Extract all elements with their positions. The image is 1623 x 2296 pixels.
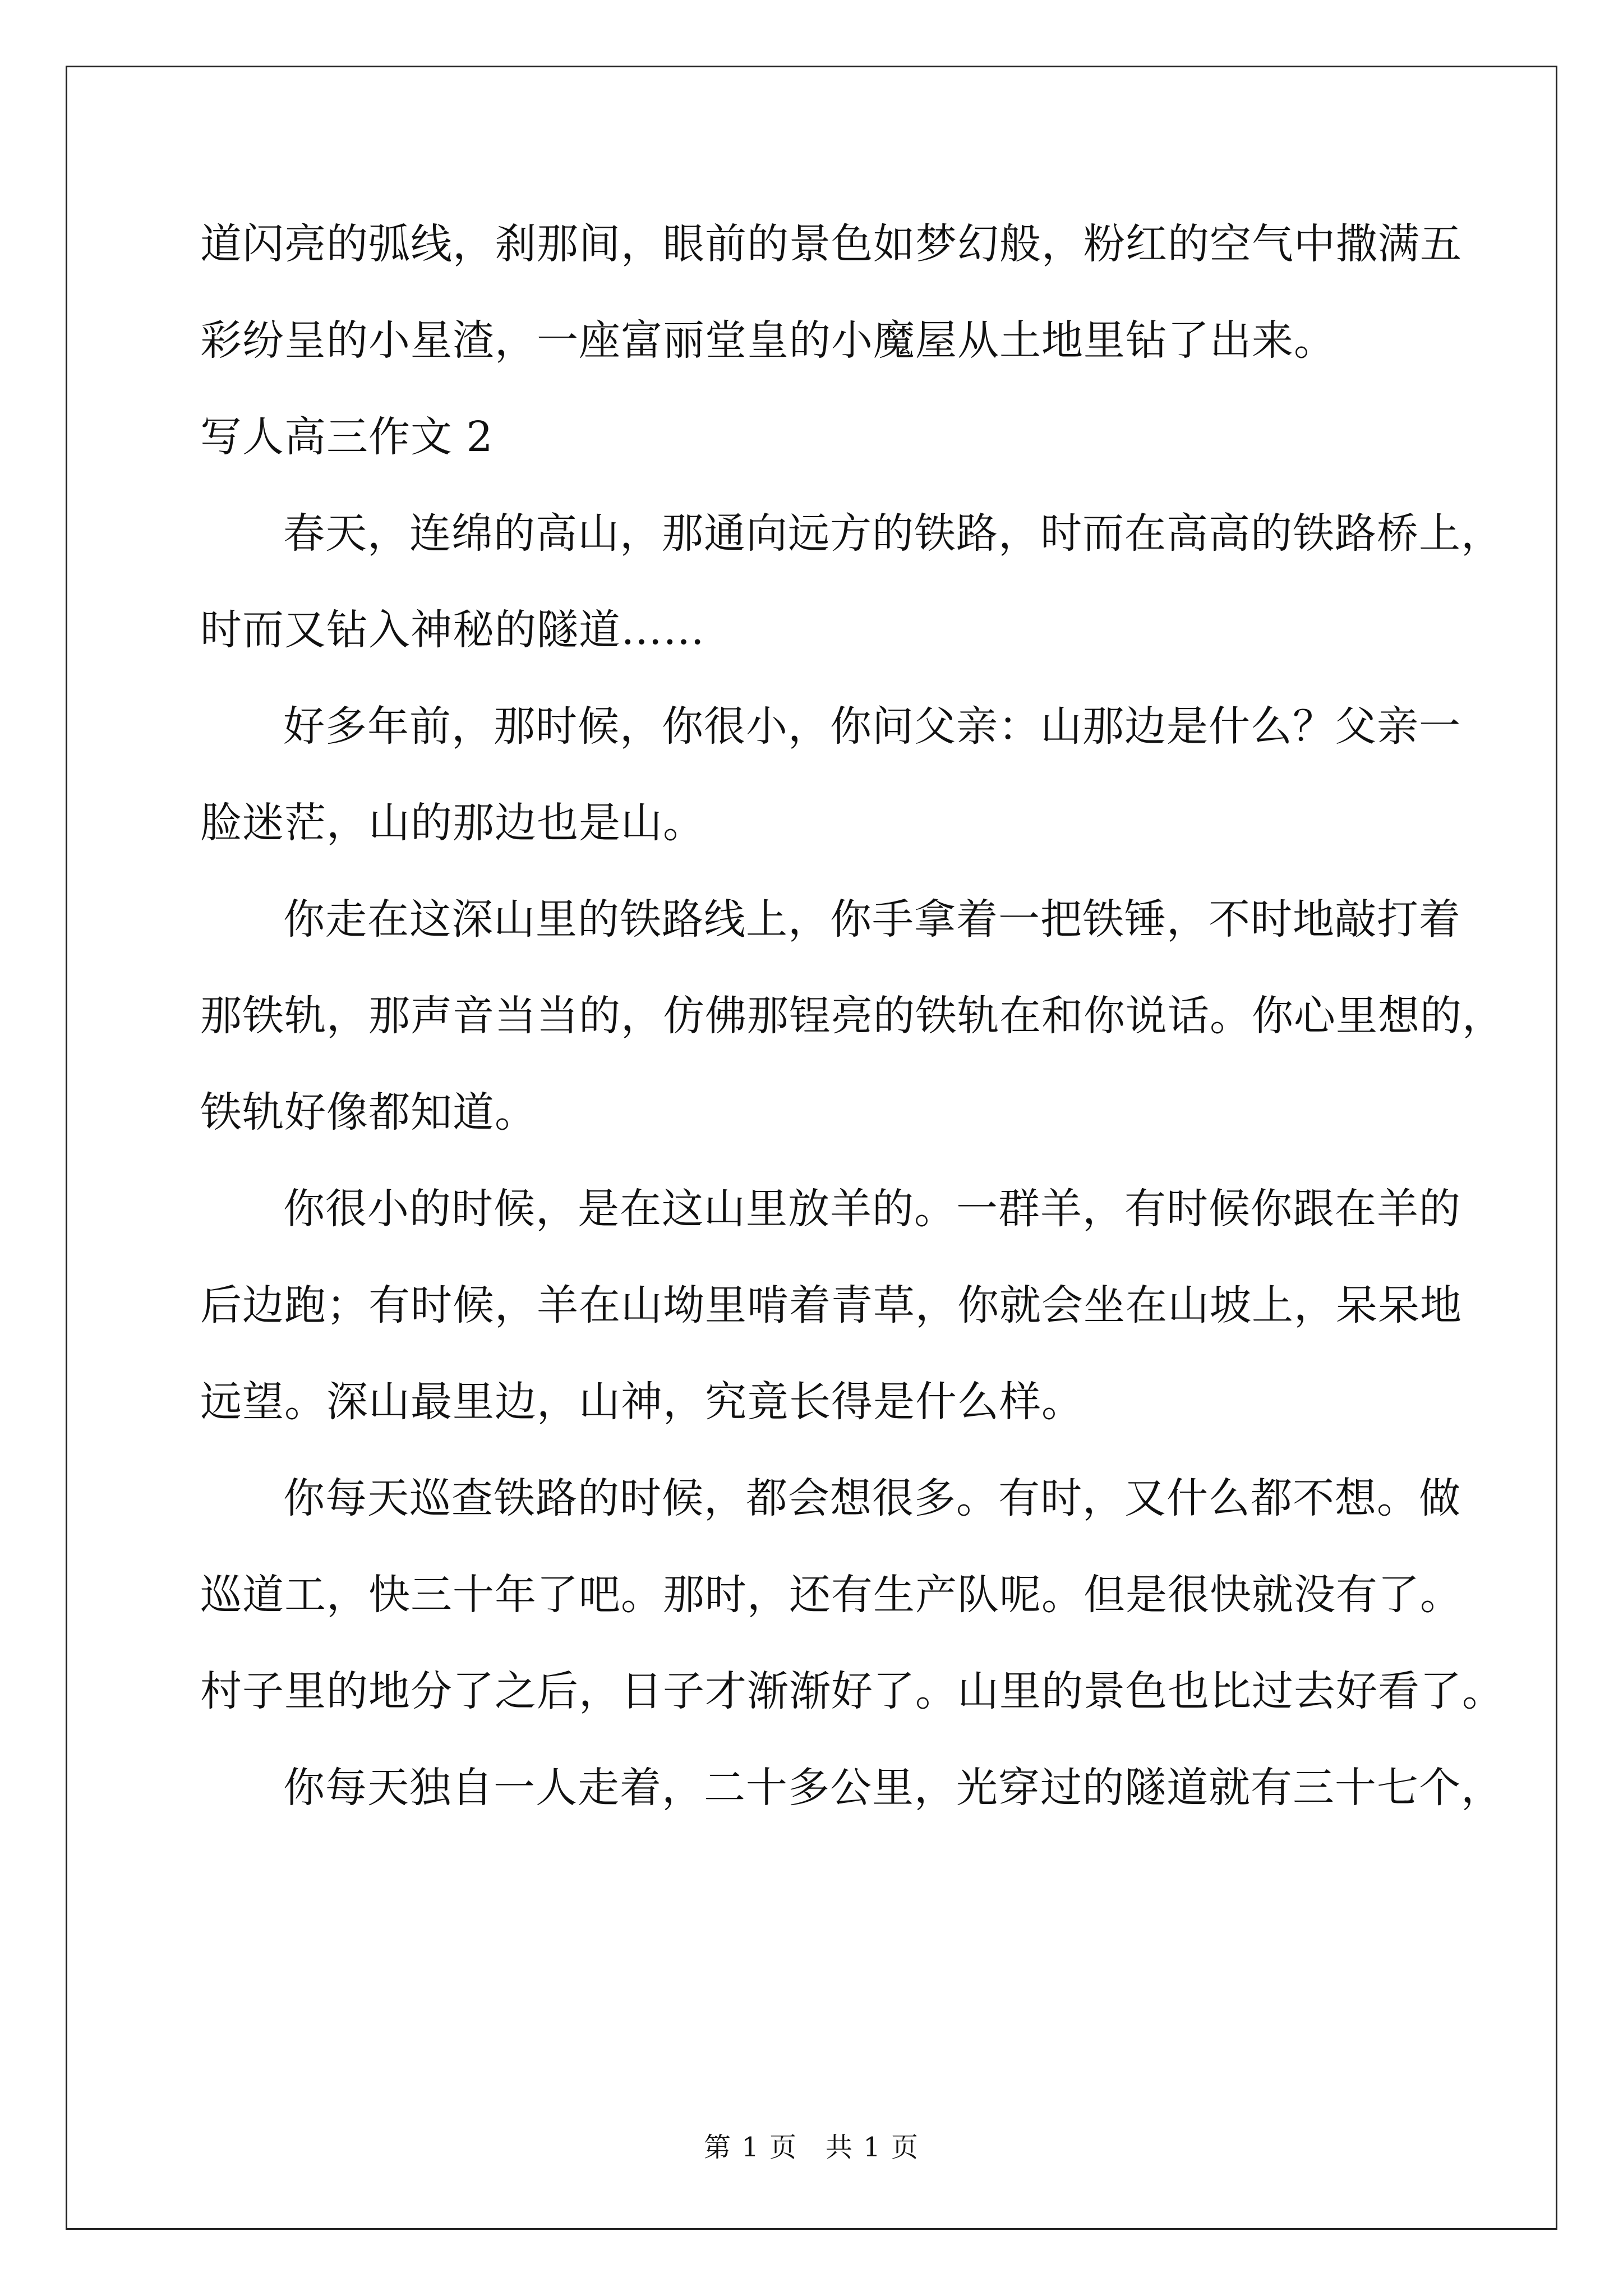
paragraph-start: 你走在这深山里的铁路线上，你手拿着一把铁锤，不时地敲打着 [283,895,1461,944]
text-line: 远望。深山最里边，山神，究竟长得是什么样。 [200,1378,1083,1426]
text-line: 时而又钻入神秘的隧道…… [200,606,705,654]
text-line: 彩纷呈的小星渣，一座富丽堂皇的小魔屋从土地里钻了出来。 [200,316,1336,365]
paragraph-start: 好多年前，那时候，你很小，你问父亲：山那边是什么？父亲一 [283,702,1461,751]
text-line: 道闪亮的弧线，刹那间，眼前的景色如梦幻般，粉红的空气中撒满五 [200,220,1462,268]
paragraph-start: 你每天巡查铁路的时候，都会想很多。有时，又什么都不想。做 [283,1474,1461,1522]
paragraph-start: 你每天独自一人走着，二十多公里，光穿过的隧道就有三十七个， [283,1764,1503,1812]
text-line: 那铁轨，那声音当当的，仿佛那锃亮的铁轨在和你说话。你心里想的， [200,992,1504,1040]
text-line: 脸迷茫，山的那边也是山。 [200,799,705,847]
text-line: 后边跑；有时候，羊在山坳里啃着青草，你就会坐在山坡上，呆呆地 [200,1281,1462,1329]
paragraph-start: 你很小的时候，是在这山里放羊的。一群羊，有时候你跟在羊的 [283,1185,1461,1233]
paragraph-start: 春天，连绵的高山，那通向远方的铁路，时而在高高的铁路桥上， [283,509,1503,558]
text-line: 村子里的地分了之后，日子才渐渐好了。山里的景色也比过去好看了。 [200,1667,1504,1715]
text-line: 巡道工，快三十年了吧。那时，还有生产队呢。但是很快就没有了。 [200,1571,1462,1619]
page-footer: 第 1 页 共 1 页 [703,2132,920,2163]
text-line: 铁轨好像都知道。 [200,1088,537,1137]
section-heading: 写人高三作文 2 [200,413,494,461]
page-border [66,66,1557,2230]
